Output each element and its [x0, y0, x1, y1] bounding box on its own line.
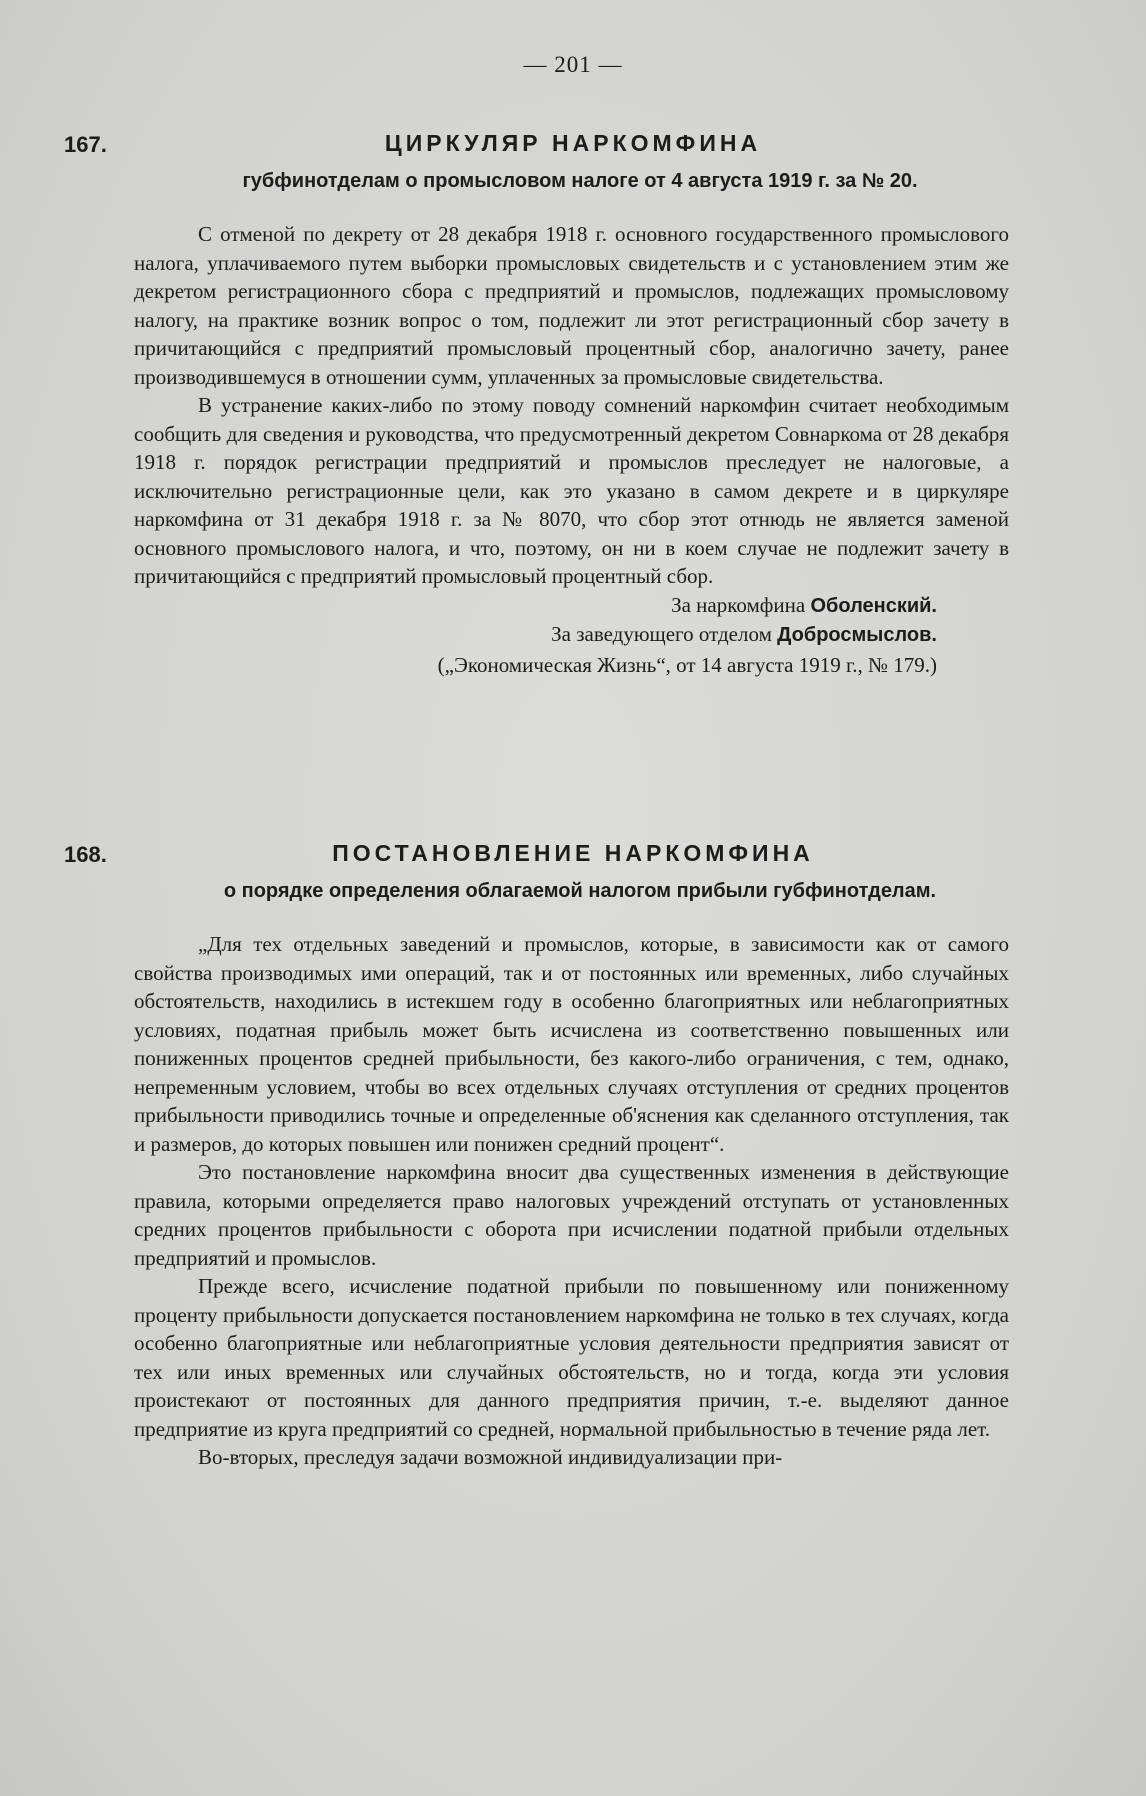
- doc-168-paragraph: Это постановление наркомфина вносит два существенных изменения в действующие правила, которыми определяется право налоговых учреждений отступать от установленных средних процентов прибыльности с оборота при исчислении податной прибыли отдельных предприятий и промыслов.: [134, 1160, 1009, 1270]
- doc-167-title: ЦИРКУЛЯР НАРКОМФИНА: [384, 130, 762, 156]
- doc-168-subtitle: о порядке определения облагаемой налогом прибыли губфинотделам.: [223, 880, 937, 902]
- doc-168-paragraph: „Для тех отдельных заведений и промыслов, которые, в зависимости как от самого свойства производимых ими операций, так и от постоянных или временных, либо случайных обстоятельств, находились в истекшем году в особенно благоприятных или неблагоприятных условиях, податная прибыль может быть исчислена из соответственно повышенных или пониженных процентов средней прибыльности, без какого-либо ограничения, с тем, однако, непременным условием, чтобы во всех отдельных случаях отступления от средних процентов прибыльности приводились точные и определенные об'яснения как сделанного отступления, так и размеров, до которых повышен или понижен средний процент“.: [134, 932, 1009, 1156]
- page-number: — 201 —: [523, 52, 623, 77]
- signature-1-prefix: За наркомфина: [671, 592, 806, 617]
- signature-line-1: [134, 591, 1009, 621]
- doc-167-paragraph: С отменой по декрету от 28 декабря 1918 г. основного государственного промыслового налога, уплачиваемого путем выборки промысловых свидетельств и с установлением этим же декретом регистрационного сбора с предприятий и промыслов, подлежащих промысловому налогу, на практике возник вопрос о том, подлежит ли этот регистрационный сбор зачету в причитающийся с предприятий промысловый процентный сбор, аналогично зачету, ранее производившемуся в отношении сумм, уплаченных за промысловые свидетельства.: [134, 222, 1009, 389]
- signature-1-name: Оболенский.: [810, 594, 937, 617]
- doc-168-title: ПОСТАНОВЛЕНИЕ НАРКОМФИНА: [332, 840, 814, 866]
- doc-168-paragraph: Во-вторых, преследуя задачи возможной индивидуализации при-: [198, 1445, 783, 1469]
- doc-167-source: („Экономическая Жизнь“, от 14 августа 1919 г., № 179.): [437, 652, 937, 677]
- doc-168-number: 168.: [64, 842, 107, 867]
- doc-167-paragraph: В устранение каких-либо по этому поводу сомнений наркомфин считает необходимым сообщить для сведения и руководства, что предусмотренный декретом Совнаркома от 28 декабря 1918 г. порядок регистрации предприятий и промыслов преследует не налоговые, а исключительно регистрационные цели, как это указано в самом декрете и в циркуляре наркомфина от 31 декабря 1918 г. за № 8070, что сбор этот отнюдь не является заменой основного промыслового налога, и что, поэтому, он ни в коем случае не подлежит зачету в причитающийся с предприятий промысловый процентный сбор.: [134, 393, 1009, 588]
- doc-168-paragraph: Прежде всего, исчисление податной прибыли по повышенному или пониженному проценту прибыльности допускается постановлением наркомфина не только в тех случаях, когда особенно благоприятные или неблагоприятные условия деятельности предприятия зависят от тех или иных временных или случайных обстоятельств, но и тогда, когда эти условия проистекают от постоянных для данного предприятия причин, т.-е. выделяют данное предприятие из круга предприятий со средней, нормальной прибыльностью в течение ряда лет.: [134, 1274, 1009, 1441]
- doc-167-number: 167.: [64, 132, 107, 157]
- doc-168-body: [134, 930, 1009, 1472]
- signature-line-2: [134, 620, 1009, 650]
- doc-167-subtitle: губфинотделам о промысловом налоге от 4 августа 1919 г. за № 20.: [242, 170, 918, 192]
- doc-167-body: [134, 220, 1009, 680]
- signature-2-prefix: За заведующего отделом: [551, 622, 772, 646]
- signature-2-name: Добросмыслов.: [777, 624, 937, 646]
